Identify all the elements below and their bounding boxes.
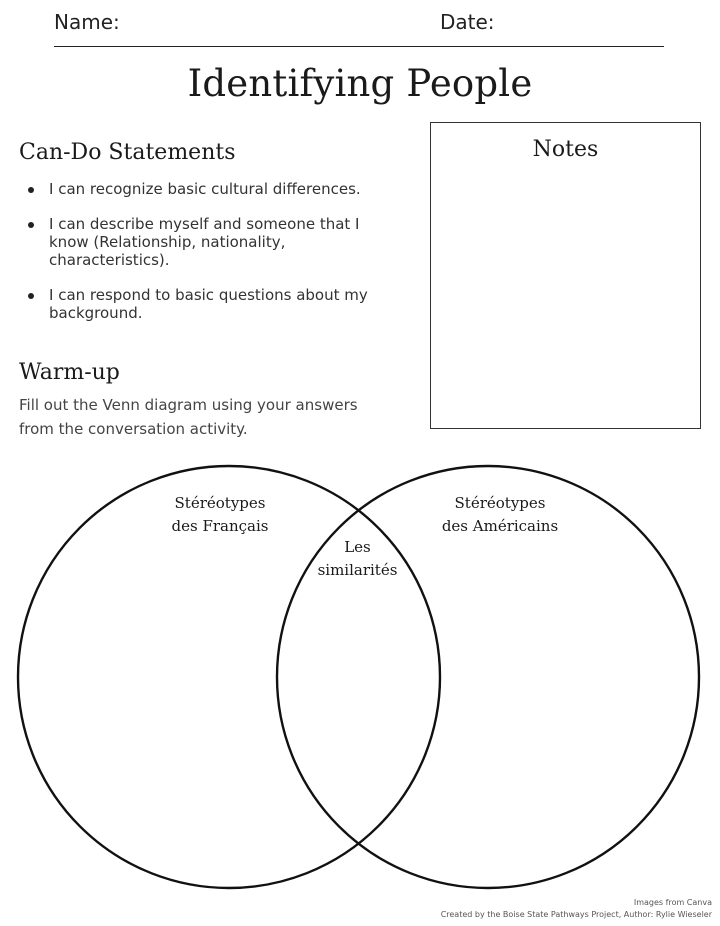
- american-label-line2: des Américains: [441, 517, 559, 535]
- warm-up-heading: Warm-up: [19, 360, 120, 385]
- american-stereotypes-label: [420, 492, 580, 538]
- warm-up-instructions: Fill out the Venn diagram using your answers from the conversation activity.: [19, 396, 358, 438]
- similarities-label: [300, 536, 415, 582]
- can-do-heading: Can-Do Statements: [19, 140, 236, 165]
- french-label-line1: Stéréotypes: [174, 494, 266, 512]
- can-do-list: [28, 180, 398, 339]
- bullet-icon: [28, 187, 34, 193]
- venn-diagram: [0, 440, 720, 900]
- notes-title: Notes: [532, 137, 599, 162]
- american-label-line1: Stéréotypes: [454, 494, 546, 512]
- date-label: Date:: [440, 10, 495, 34]
- french-label-line2: des Français: [171, 517, 269, 535]
- can-do-item-text: I can describe myself and someone that I know (Relationship, nationality, characteristics).: [49, 215, 360, 269]
- french-stereotypes-label: [145, 492, 295, 538]
- can-do-item: [28, 215, 398, 269]
- can-do-item-text: I can respond to basic questions about my background.: [49, 286, 368, 322]
- bullet-icon: [28, 222, 34, 228]
- header-underline: [54, 46, 664, 47]
- similarities-label-line2: similarités: [317, 561, 398, 579]
- author-credit: Created by the Boise State Pathways Project, Author: Rylie Wieseler: [440, 910, 712, 919]
- similarities-label-line1: Les: [344, 538, 371, 556]
- can-do-item: [28, 286, 398, 322]
- bullet-icon: [28, 293, 34, 299]
- notes-box[interactable]: [430, 122, 701, 429]
- images-credit: Images from Canva: [633, 898, 712, 907]
- name-label: Name:: [54, 10, 120, 34]
- can-do-item-text: I can recognize basic cultural differences.: [49, 180, 361, 198]
- page-title: Identifying People: [187, 62, 533, 105]
- can-do-item: [28, 180, 398, 198]
